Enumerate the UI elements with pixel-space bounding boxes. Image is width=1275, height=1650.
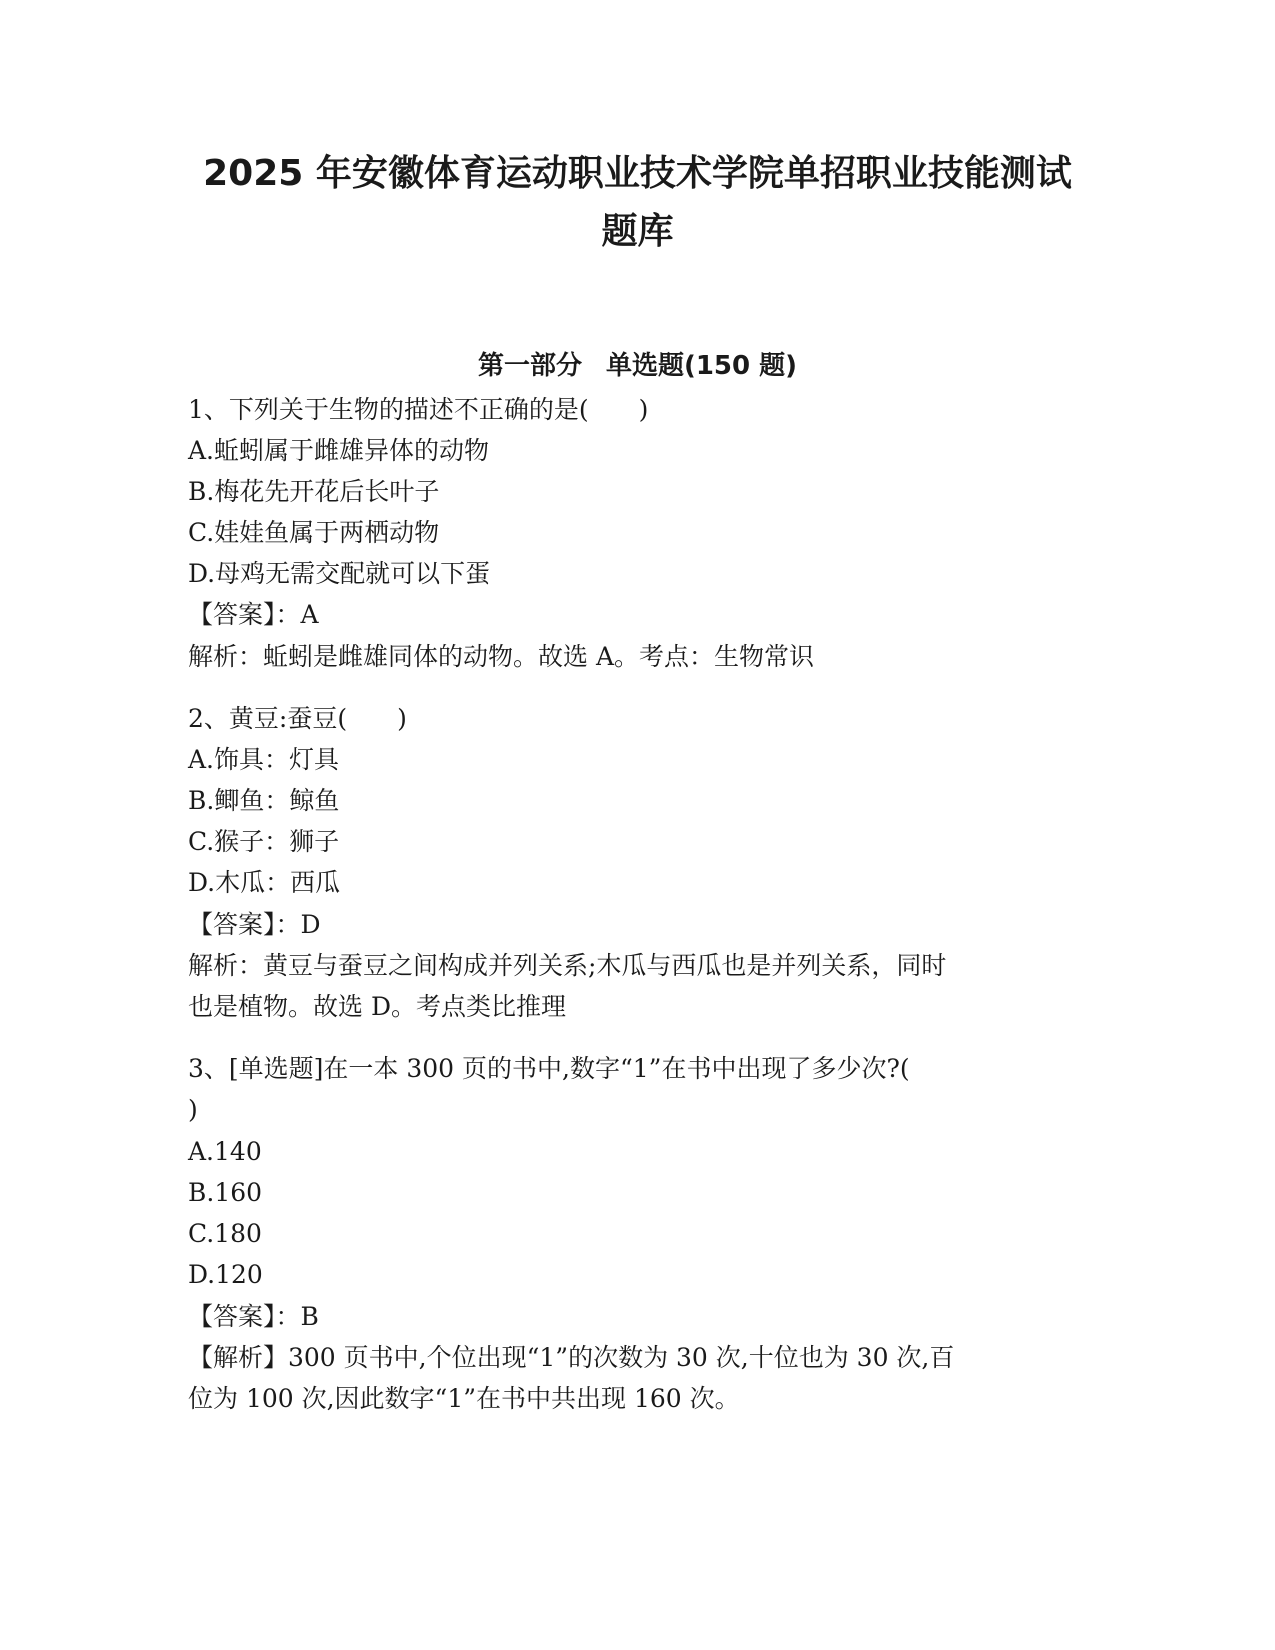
option-d: D.120 <box>188 1260 263 1289</box>
analysis-line: 位为 100 次,因此数字“1”在书中共出现 160 次。 <box>188 1384 740 1413</box>
option-a: A.饰具：灯具 <box>188 745 340 774</box>
answer: 【答案】：A <box>188 600 319 629</box>
question-stem: 3、[单选题]在一本 300 页的书中,数字“1”在书中出现了多少次?( <box>188 1054 910 1083</box>
option-a: A.140 <box>188 1137 262 1166</box>
analysis-line: 解析：蚯蚓是雌雄同体的动物。故选 A。考点：生物常识 <box>188 642 815 671</box>
question-stem: ) <box>188 1095 198 1124</box>
option-a: A.蚯蚓属于雌雄异体的动物 <box>188 436 490 465</box>
option-d: D.木瓜：西瓜 <box>188 868 341 897</box>
question-stem: 2、黄豆:蚕豆( ) <box>188 704 407 733</box>
section-name: 单选题(150 题) <box>605 351 798 381</box>
option-b: B.160 <box>188 1178 263 1207</box>
analysis-line: 解析：黄豆与蚕豆之间构成并列关系;木瓜与西瓜也是并列关系，同时 <box>188 951 947 980</box>
option-c: C.猴子：狮子 <box>188 827 340 856</box>
document-title-line-2: 题库 <box>601 211 674 252</box>
section-heading <box>150 346 1125 386</box>
option-c: C.180 <box>188 1219 262 1248</box>
analysis-line: 【解析】300 页书中,个位出现“1”的次数为 30 次,十位也为 30 次,百 <box>188 1343 955 1372</box>
option-b: B.鲫鱼：鲸鱼 <box>188 786 340 815</box>
answer: 【答案】：D <box>188 910 321 939</box>
question-stem: 1、下列关于生物的描述不正确的是( ) <box>188 395 649 424</box>
option-b: B.梅花先开花后长叶子 <box>188 477 440 506</box>
analysis-line: 也是植物。故选 D。考点类比推理 <box>188 992 566 1021</box>
section-part: 第一部分 <box>477 351 582 381</box>
document-title-line-1: 2025 年安徽体育运动职业技术学院单招职业技能测试 <box>203 153 1072 194</box>
option-c: C.娃娃鱼属于两栖动物 <box>188 518 440 547</box>
answer: 【答案】：B <box>188 1302 319 1331</box>
option-d: D.母鸡无需交配就可以下蛋 <box>188 559 491 588</box>
